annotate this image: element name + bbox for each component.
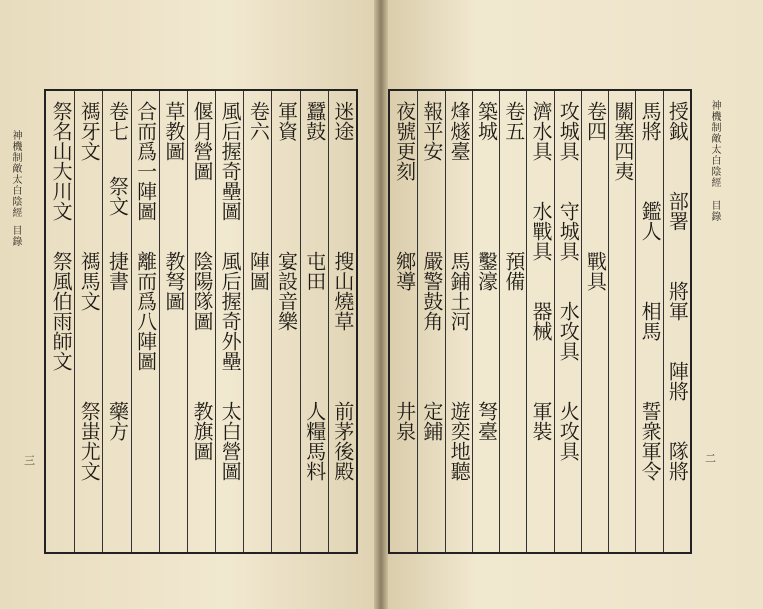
left-entry: 風后握奇外壘 <box>218 251 243 371</box>
right-page-number: 二 <box>705 452 716 465</box>
right-column <box>634 101 664 542</box>
right-entry: 水攻具 <box>556 301 581 361</box>
left-entry: 前茅後殿 <box>330 401 355 481</box>
left-entry: 陣圖 <box>246 251 271 291</box>
right-column <box>389 101 419 542</box>
right-entry: 井泉 <box>392 401 417 441</box>
left-entry: 祭文 <box>105 176 130 216</box>
left-entry: 宴設音樂 <box>274 251 299 331</box>
right-entry: 卷五 <box>501 101 526 141</box>
right-entry: 卷四 <box>583 101 608 141</box>
right-entry: 將軍 <box>665 281 690 321</box>
right-entry: 水戰具 <box>529 201 553 261</box>
right-column <box>498 101 528 542</box>
right-entry: 隊將 <box>665 441 690 481</box>
left-entry: 太白營圖 <box>218 401 243 481</box>
left-entry: 捷書 <box>105 251 130 291</box>
right-entry: 誓衆軍令 <box>638 401 663 481</box>
left-entry: 風后握奇壘圖 <box>218 101 243 221</box>
right-column <box>443 101 473 542</box>
left-entry: 蠶鼓 <box>302 101 327 141</box>
left-entry: 陰陽隊圖 <box>190 251 214 331</box>
left-column <box>45 101 75 542</box>
right-entry: 嚴警鼓角 <box>419 251 444 331</box>
left-entry: 祭蚩尤文 <box>77 401 102 481</box>
left-column <box>299 101 329 542</box>
right-entry: 馬將 <box>638 101 663 141</box>
left-entry: 草教圖 <box>161 101 186 161</box>
right-entry: 授鉞 <box>665 101 690 141</box>
left-entry: 祭風伯雨師文 <box>49 251 74 371</box>
left-running-title: 神機制敵太白陰經 <box>10 130 21 218</box>
left-entry: 搜山燒草 <box>330 251 355 331</box>
left-entry: 迷途 <box>330 101 355 141</box>
right-entry: 濟水具 <box>529 101 553 161</box>
right-entry: 關塞四夷 <box>610 101 635 181</box>
right-entry: 遊奕地聽 <box>447 401 472 481</box>
left-entry: 禡馬文 <box>77 251 102 311</box>
right-entry: 預備 <box>501 251 526 291</box>
left-column <box>214 101 244 542</box>
left-column <box>130 101 160 542</box>
left-entry: 軍資 <box>274 101 299 141</box>
right-entry: 弩臺 <box>474 401 499 441</box>
right-entry: 夜號更刻 <box>392 101 417 181</box>
right-entry: 軍裝 <box>529 401 553 441</box>
right-entry: 築城 <box>474 101 499 141</box>
left-column <box>158 101 188 542</box>
right-entry: 鄉導 <box>392 251 417 291</box>
left-section-label: 目錄 <box>10 225 21 247</box>
left-column <box>73 101 103 542</box>
right-entry: 部署 <box>665 191 690 231</box>
left-column <box>327 101 357 542</box>
book-gutter <box>374 0 388 609</box>
left-entry: 卷六 <box>246 101 271 141</box>
right-entry: 相馬 <box>638 301 663 341</box>
right-entry: 守城具 <box>556 201 581 261</box>
right-entry: 鑑人 <box>638 201 663 241</box>
right-entry: 攻城具 <box>556 101 581 161</box>
right-column <box>552 101 582 542</box>
left-page-number: 三 <box>24 454 35 467</box>
right-column <box>470 101 500 542</box>
left-entry: 離而爲八陣圖 <box>133 251 158 371</box>
right-entry: 鑿濠 <box>474 251 499 291</box>
right-running-title: 神機制敵太白陰經 <box>709 100 720 188</box>
left-entry: 合而爲一陣圖 <box>133 101 158 221</box>
left-entry: 教旗圖 <box>190 401 214 461</box>
left-text-frame <box>44 89 358 554</box>
left-column <box>242 101 272 542</box>
right-entry: 火攻具 <box>556 401 581 461</box>
left-entry: 禡牙文 <box>77 101 102 161</box>
right-column <box>525 101 555 542</box>
right-entry: 戰具 <box>583 251 608 291</box>
left-entry: 卷七 <box>105 101 130 141</box>
left-entry: 屯田 <box>302 251 327 291</box>
right-entry: 烽燧臺 <box>447 101 472 161</box>
right-entry: 報平安 <box>419 101 444 161</box>
left-entry: 藥方 <box>105 401 130 441</box>
right-column <box>416 101 446 542</box>
left-column <box>186 101 216 542</box>
right-column <box>661 101 691 542</box>
left-column <box>271 101 301 542</box>
left-entry: 偃月營圖 <box>190 101 214 181</box>
left-entry: 人糧馬料 <box>302 401 327 481</box>
right-entry: 馬鋪土河 <box>447 251 472 331</box>
right-entry: 陣將 <box>665 361 690 401</box>
right-entry: 器械 <box>529 301 553 341</box>
left-column <box>101 101 131 542</box>
right-section-label: 目錄 <box>709 200 720 222</box>
right-entry: 定鋪 <box>419 401 444 441</box>
right-text-frame <box>388 89 692 554</box>
right-column <box>607 101 637 542</box>
left-entry: 祭名山大川文 <box>49 101 74 221</box>
left-entry: 教弩圖 <box>161 251 186 311</box>
right-column <box>580 101 610 542</box>
